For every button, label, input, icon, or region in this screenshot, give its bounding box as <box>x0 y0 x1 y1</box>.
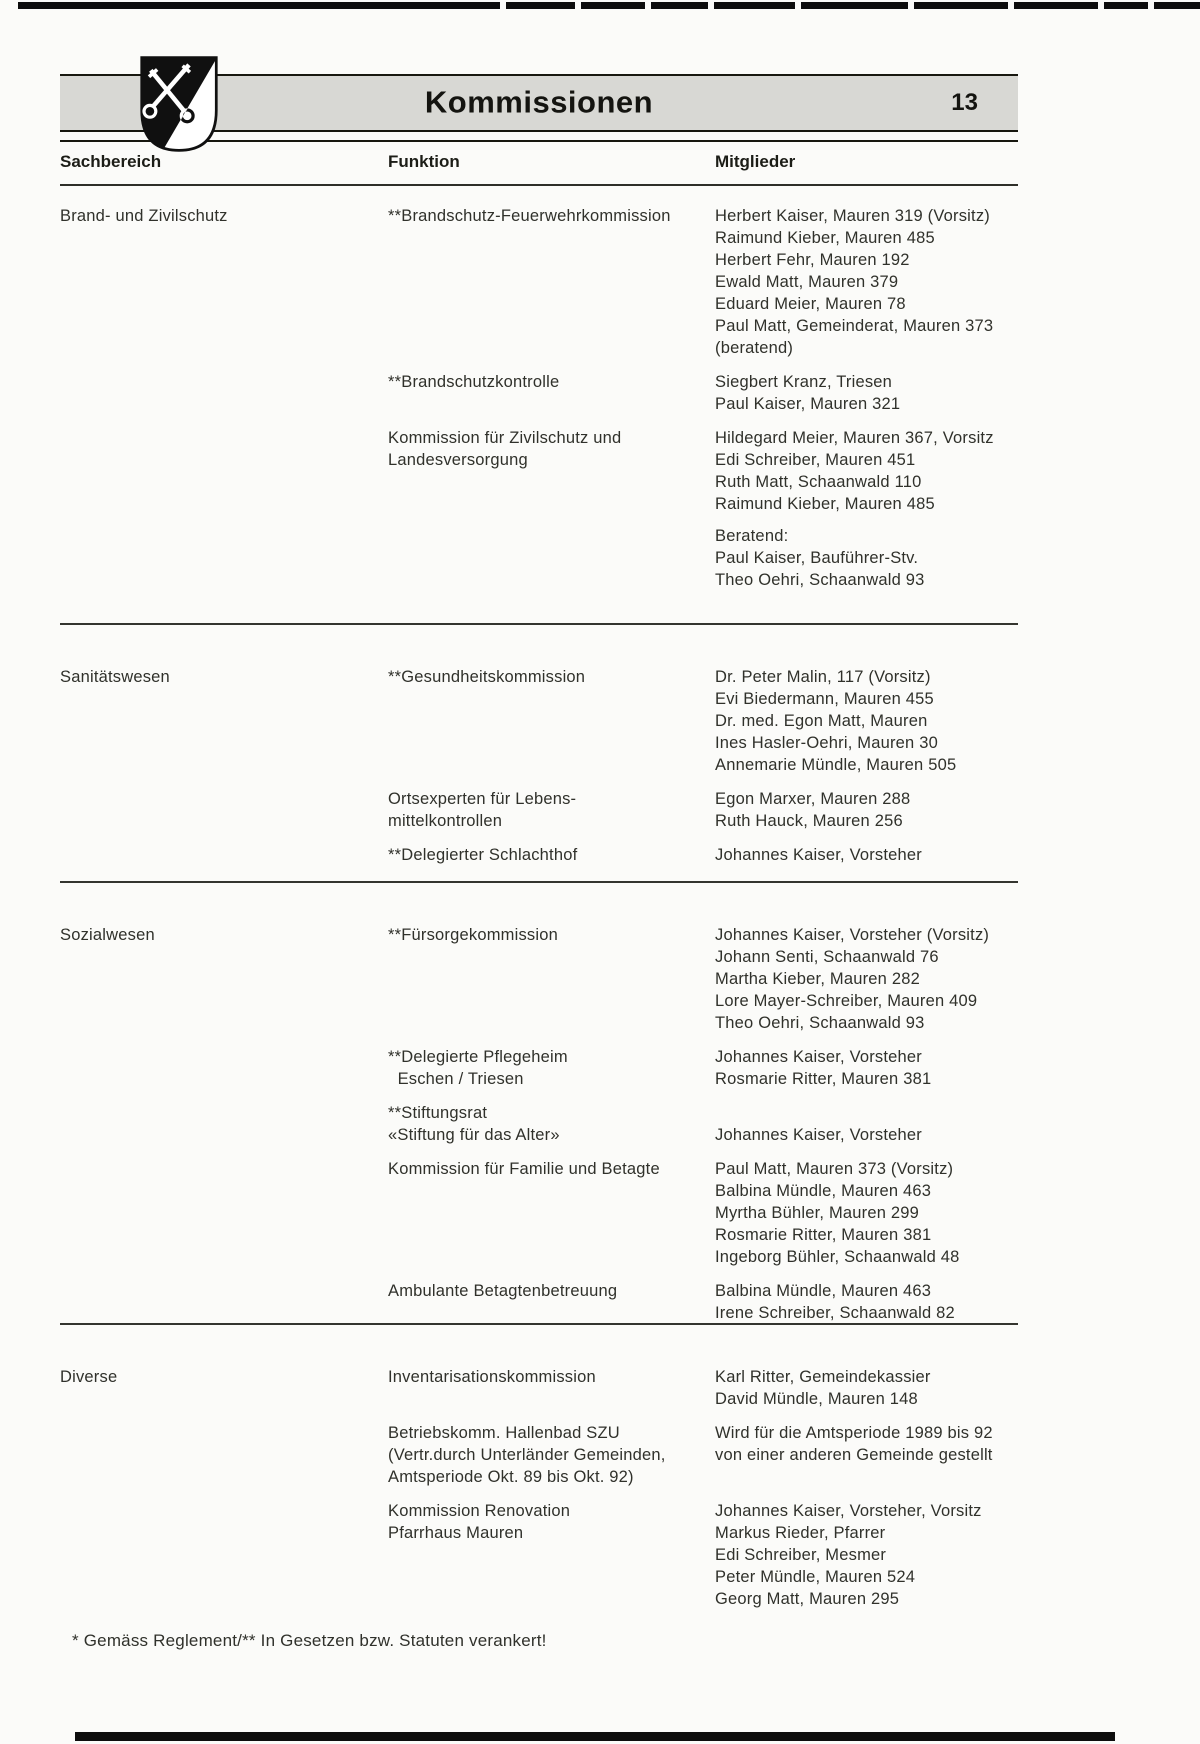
funktion-cell <box>388 1500 715 1610</box>
table-row <box>60 788 1018 832</box>
table-row <box>60 1500 1018 1610</box>
text-line: mittelkontrollen <box>388 812 503 830</box>
funktion-cell <box>388 1158 715 1268</box>
text-line: Rosmarie Ritter, Mauren 381 <box>715 1070 932 1088</box>
column-header-funktion: Funktion <box>388 152 460 171</box>
text-line: Martha Kieber, Mauren 282 <box>715 970 920 988</box>
mitglieder-paragraph <box>715 205 1018 359</box>
text-line: Peter Mündle, Mauren 524 <box>715 1568 916 1586</box>
section-divider <box>60 881 1018 883</box>
text-line: Ewald Matt, Mauren 379 <box>715 273 899 291</box>
mitglieder-cell <box>715 844 1018 866</box>
text-line: Johannes Kaiser, Vorsteher (Vorsitz) <box>715 926 990 944</box>
mitglieder-cell <box>715 1046 1018 1090</box>
funktion-cell <box>388 427 715 591</box>
text-line: Dr. med. Egon Matt, Mauren <box>715 712 928 730</box>
section <box>60 666 1018 878</box>
table-header-row <box>60 152 1018 172</box>
text-line: Egon Marxer, Mauren 288 <box>715 790 911 808</box>
sachbereich-cell <box>60 1500 388 1610</box>
mitglieder-cell <box>715 1422 1018 1488</box>
table-row <box>60 427 1018 591</box>
text-line: **Brandschutz-Feuerwehrkommission <box>388 207 671 225</box>
text-line: Ingeborg Bühler, Schaanwald 48 <box>715 1248 960 1266</box>
text-line: Ruth Matt, Schaanwald 110 <box>715 473 922 491</box>
mitglieder-cell <box>715 1500 1018 1610</box>
top-press-bar-gap <box>1098 2 1104 9</box>
text-line: Myrtha Bühler, Mauren 299 <box>715 1204 920 1222</box>
text-line: Georg Matt, Mauren 295 <box>715 1590 900 1608</box>
sachbereich-cell <box>60 666 388 776</box>
mitglieder-paragraph <box>715 666 1018 776</box>
text-line: Johannes Kaiser, Vorsteher <box>715 846 922 864</box>
mitglieder-paragraph <box>715 924 1018 1034</box>
text-line: Johannes Kaiser, Vorsteher <box>715 1048 922 1066</box>
section-divider <box>60 623 1018 625</box>
mitglieder-cell <box>715 1366 1018 1410</box>
mitglieder-paragraph <box>715 525 1018 591</box>
table-row <box>60 1046 1018 1090</box>
funktion-cell <box>388 1422 715 1488</box>
text-line: Johann Senti, Schaanwald 76 <box>715 948 939 966</box>
text-line: Lore Mayer-Schreiber, Mauren 409 <box>715 992 978 1010</box>
mitglieder-paragraph <box>715 844 1018 866</box>
mitglieder-cell <box>715 371 1018 415</box>
text-line: (Vertr.durch Unterländer Gemeinden, <box>388 1446 666 1464</box>
column-header-mitglieder: Mitglieder <box>715 152 796 171</box>
table-row <box>60 1422 1018 1488</box>
text-line: **Delegierte Pflegeheim <box>388 1048 568 1066</box>
text-line: Eduard Meier, Mauren 78 <box>715 295 906 313</box>
table-row <box>60 844 1018 866</box>
text-line: Irene Schreiber, Schaanwald 82 <box>715 1304 955 1322</box>
funktion-cell <box>388 844 715 866</box>
text-line: **Stiftungsrat <box>388 1104 488 1122</box>
mitglieder-cell <box>715 666 1018 776</box>
page-number: 13 <box>951 89 978 116</box>
mitglieder-paragraph <box>715 1366 1018 1410</box>
text-line: Beratend: <box>715 527 789 545</box>
table-row <box>60 1158 1018 1268</box>
sachbereich-cell <box>60 1046 388 1090</box>
text-line: Edi Schreiber, Mesmer <box>715 1546 887 1564</box>
text-line: Ruth Hauck, Mauren 256 <box>715 812 903 830</box>
sachbereich-cell <box>60 205 388 359</box>
text-line: Eschen / Triesen <box>388 1070 524 1088</box>
mitglieder-paragraph <box>715 788 1018 832</box>
sachbereich-cell <box>60 1280 388 1324</box>
text-line: Amtsperiode Okt. 89 bis Okt. 92) <box>388 1468 634 1486</box>
text-line: Annemarie Mündle, Mauren 505 <box>715 756 957 774</box>
sachbereich-cell <box>60 844 388 866</box>
text-line: Hildegard Meier, Mauren 367, Vorsitz <box>715 429 994 447</box>
mitglieder-cell <box>715 924 1018 1034</box>
footnote: * Gemäss Reglement/** In Gesetzen bzw. Statuten verankert! <box>72 1631 547 1650</box>
table-row <box>60 205 1018 359</box>
text-line: David Mündle, Mauren 148 <box>715 1390 918 1408</box>
bottom-press-bar <box>75 1732 1115 1741</box>
mitglieder-cell <box>715 205 1018 359</box>
section-divider <box>60 1323 1018 1325</box>
sachbereich-label: Brand- und Zivilschutz <box>60 207 228 225</box>
crossed-keys-coat-of-arms-icon <box>136 54 222 154</box>
text-line: **Fürsorgekommission <box>388 926 558 944</box>
sachbereich-cell <box>60 1102 388 1146</box>
text-line: **Gesundheitskommission <box>388 668 586 686</box>
text-line: Pfarrhaus Mauren <box>388 1524 524 1542</box>
column-header-sachbereich: Sachbereich <box>60 152 162 171</box>
text-line: Landesversorgung <box>388 451 528 469</box>
text-line <box>715 1102 1018 1124</box>
sachbereich-cell <box>60 427 388 591</box>
section <box>60 924 1018 1336</box>
funktion-cell <box>388 1366 715 1410</box>
mitglieder-paragraph <box>715 1500 1018 1610</box>
sachbereich-cell <box>60 1158 388 1268</box>
text-line: Theo Oehri, Schaanwald 93 <box>715 1014 925 1032</box>
funktion-cell <box>388 788 715 832</box>
funktion-cell <box>388 1280 715 1324</box>
text-line: (beratend) <box>715 339 794 357</box>
top-press-bar-gap <box>1148 2 1154 9</box>
mitglieder-cell <box>715 1102 1018 1146</box>
table-row <box>60 1280 1018 1324</box>
text-line: Johannes Kaiser, Vorsteher, Vorsitz <box>715 1502 982 1520</box>
top-press-bar-gap <box>795 2 801 9</box>
text-line: Balbina Mündle, Mauren 463 <box>715 1282 932 1300</box>
sachbereich-label: Sozialwesen <box>60 926 155 944</box>
text-line: Rosmarie Ritter, Mauren 381 <box>715 1226 932 1244</box>
text-line: Ines Hasler-Oehri, Mauren 30 <box>715 734 938 752</box>
top-press-bar-gap <box>575 2 581 9</box>
sachbereich-cell <box>60 924 388 1034</box>
text-line: Paul Matt, Gemeinderat, Mauren 373 <box>715 317 994 335</box>
funktion-cell <box>388 1046 715 1090</box>
funktion-cell <box>388 1102 715 1146</box>
sachbereich-label: Diverse <box>60 1368 118 1386</box>
text-line: Herbert Fehr, Mauren 192 <box>715 251 910 269</box>
top-press-bar-gap <box>500 2 506 9</box>
text-line: Edi Schreiber, Mauren 451 <box>715 451 916 469</box>
text-line: Ambulante Betagtenbetreuung <box>388 1282 618 1300</box>
top-press-bar-gap <box>908 2 914 9</box>
text-line: Wird für die Amtsperiode 1989 bis 92 <box>715 1424 993 1442</box>
mitglieder-paragraph <box>715 1280 1018 1324</box>
text-line: Theo Oehri, Schaanwald 93 <box>715 571 925 589</box>
section <box>60 1366 1018 1622</box>
top-press-bar-gap <box>645 2 651 9</box>
text-line: von einer anderen Gemeinde gestellt <box>715 1446 993 1464</box>
top-press-bar-gap <box>708 2 714 9</box>
top-press-bar <box>18 2 1200 9</box>
funktion-cell <box>388 924 715 1034</box>
text-line: Raimund Kieber, Mauren 485 <box>715 229 935 247</box>
text-line: Kommission für Zivilschutz und <box>388 429 622 447</box>
table-row <box>60 371 1018 415</box>
header-rule <box>60 184 1018 186</box>
text-line: **Delegierter Schlachthof <box>388 846 578 864</box>
funktion-cell <box>388 371 715 415</box>
sachbereich-cell <box>60 1422 388 1488</box>
mitglieder-cell <box>715 1280 1018 1324</box>
text-line: **Brandschutzkontrolle <box>388 373 560 391</box>
text-line: Kommission Renovation <box>388 1502 571 1520</box>
text-line: Paul Kaiser, Bauführer-Stv. <box>715 549 919 567</box>
top-press-bar-gap <box>1008 2 1014 9</box>
mitglieder-paragraph <box>715 427 1018 515</box>
mitglieder-paragraph <box>715 1158 1018 1268</box>
text-line: Ortsexperten für Lebens- <box>388 790 577 808</box>
text-line: Karl Ritter, Gemeindekassier <box>715 1368 931 1386</box>
sachbereich-cell <box>60 371 388 415</box>
mitglieder-paragraph <box>715 1422 1018 1466</box>
mitglieder-cell <box>715 427 1018 591</box>
mitglieder-cell <box>715 788 1018 832</box>
text-line: Siegbert Kranz, Triesen <box>715 373 893 391</box>
text-line: Markus Rieder, Pfarrer <box>715 1524 886 1542</box>
text-line: Betriebskomm. Hallenbad SZU <box>388 1424 620 1442</box>
text-line: Kommission für Familie und Betagte <box>388 1160 660 1178</box>
text-line: Paul Kaiser, Mauren 321 <box>715 395 901 413</box>
table-row <box>60 1102 1018 1146</box>
text-line: Evi Biedermann, Mauren 455 <box>715 690 934 708</box>
mitglieder-paragraph <box>715 1046 1018 1090</box>
table-row <box>60 1366 1018 1410</box>
text-line: «Stiftung für das Alter» <box>388 1126 560 1144</box>
text-line: Raimund Kieber, Mauren 485 <box>715 495 935 513</box>
funktion-cell <box>388 205 715 359</box>
text-line: Paul Matt, Mauren 373 (Vorsitz) <box>715 1160 954 1178</box>
sachbereich-cell <box>60 788 388 832</box>
sachbereich-label: Sanitätswesen <box>60 668 170 686</box>
section <box>60 205 1018 603</box>
page-title: Kommissionen <box>424 84 654 120</box>
table-row <box>60 666 1018 776</box>
mitglieder-cell <box>715 1158 1018 1268</box>
mitglieder-paragraph <box>715 371 1018 415</box>
funktion-cell <box>388 666 715 776</box>
text-line: Herbert Kaiser, Mauren 319 (Vorsitz) <box>715 207 990 225</box>
mitglieder-paragraph <box>715 1102 1018 1146</box>
text-line: Dr. Peter Malin, 117 (Vorsitz) <box>715 668 931 686</box>
text-line: Balbina Mündle, Mauren 463 <box>715 1182 932 1200</box>
text-line: Inventarisationskommission <box>388 1368 596 1386</box>
table-row <box>60 924 1018 1034</box>
sachbereich-cell <box>60 1366 388 1410</box>
text-line: Johannes Kaiser, Vorsteher <box>715 1126 922 1144</box>
